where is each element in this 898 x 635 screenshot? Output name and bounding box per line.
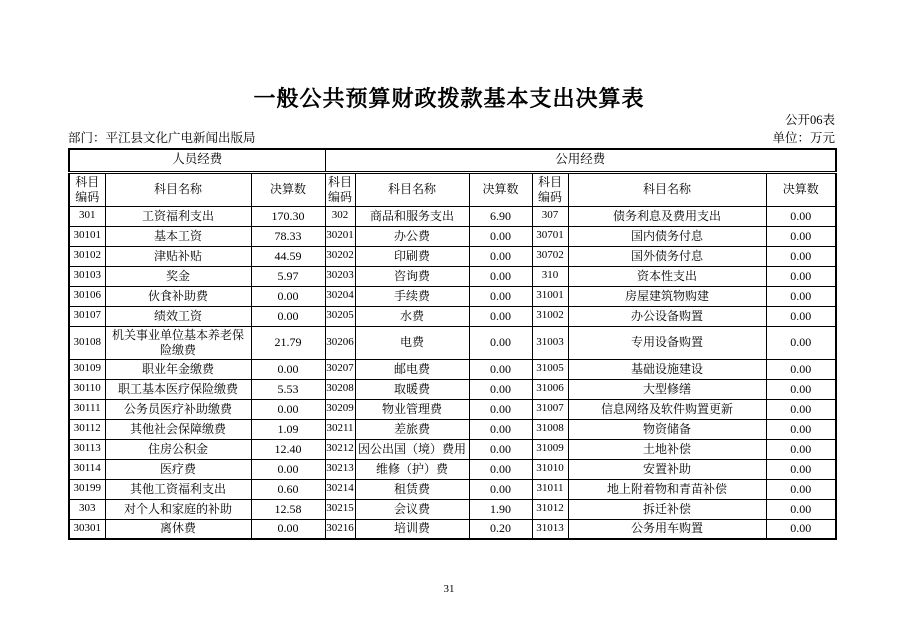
subject-code-cell: 302 (325, 206, 355, 226)
table-row (69, 399, 836, 419)
subject-name-cell: 物资储备 (568, 419, 766, 439)
amount-cell: 0.00 (766, 519, 836, 539)
subject-name-cell: 手续费 (355, 286, 469, 306)
subject-code-cell: 30201 (325, 226, 355, 246)
amount-cell: 0.00 (766, 379, 836, 399)
amount-cell: 170.30 (251, 206, 325, 226)
subject-code-cell: 30214 (325, 479, 355, 499)
subject-name-cell: 资本性支出 (568, 266, 766, 286)
amount-cell: 0.00 (766, 439, 836, 459)
amount-cell: 0.00 (469, 226, 532, 246)
subject-code-cell: 31007 (532, 399, 568, 419)
subject-name-cell: 土地补偿 (568, 439, 766, 459)
unit-label: 单位：万元 (772, 131, 835, 145)
amount-cell: 0.00 (251, 399, 325, 419)
subject-code-cell: 30112 (69, 419, 105, 439)
amount-cell: 0.00 (766, 399, 836, 419)
page-title: 一般公共预算财政拨款基本支出决算表 (253, 86, 645, 111)
subject-name-cell: 维修（护）费 (355, 459, 469, 479)
amount-cell: 6.90 (469, 206, 532, 226)
amount-cell: 0.00 (469, 326, 532, 359)
subject-name-cell: 机关事业单位基本养老保险缴费 (105, 326, 251, 359)
amount-cell: 0.00 (251, 306, 325, 326)
subject-name-cell: 其他工资福利支出 (105, 479, 251, 499)
subject-code-cell: 30206 (325, 326, 355, 359)
subject-name-cell: 商品和服务支出 (355, 206, 469, 226)
table-row (69, 266, 836, 286)
amount-cell: 0.00 (766, 266, 836, 286)
table-row (69, 519, 836, 539)
subject-code-cell: 30216 (325, 519, 355, 539)
subject-name-cell: 安置补助 (568, 459, 766, 479)
amount-cell: 0.00 (766, 306, 836, 326)
subject-name-cell: 国外债务付息 (568, 246, 766, 266)
subject-name-cell: 取暖费 (355, 379, 469, 399)
amount-cell: 0.00 (469, 439, 532, 459)
subject-code-cell: 31001 (532, 286, 568, 306)
table-row (69, 379, 836, 399)
group-header-personnel-funds: 人员经费 (69, 149, 325, 172)
table-row (69, 419, 836, 439)
subject-code-cell: 30213 (325, 459, 355, 479)
subject-code-cell: 31008 (532, 419, 568, 439)
amount-cell: 0.00 (469, 359, 532, 379)
amount-cell: 21.79 (251, 326, 325, 359)
subject-code-cell: 30203 (325, 266, 355, 286)
subject-code-cell: 30103 (69, 266, 105, 286)
amount-cell: 0.00 (766, 206, 836, 226)
subject-code-cell: 307 (532, 206, 568, 226)
subject-code-cell: 30110 (69, 379, 105, 399)
amount-cell: 5.53 (251, 379, 325, 399)
amount-cell: 0.00 (251, 359, 325, 379)
amount-cell: 0.00 (766, 419, 836, 439)
column-header-subject-name: 科目名称 (355, 172, 469, 206)
subject-name-cell: 奖金 (105, 266, 251, 286)
amount-cell: 0.00 (469, 246, 532, 266)
amount-cell: 0.00 (469, 419, 532, 439)
subject-name-cell: 印刷费 (355, 246, 469, 266)
subject-name-cell: 住房公积金 (105, 439, 251, 459)
subject-code-cell: 301 (69, 206, 105, 226)
subject-code-cell: 310 (532, 266, 568, 286)
subject-code-cell: 31006 (532, 379, 568, 399)
budget-table (68, 148, 837, 540)
amount-cell: 0.00 (469, 306, 532, 326)
subject-name-cell: 信息网络及软件购置更新 (568, 399, 766, 419)
subject-code-cell: 31005 (532, 359, 568, 379)
subject-name-cell: 基础设施建设 (568, 359, 766, 379)
amount-cell: 44.59 (251, 246, 325, 266)
subject-name-cell: 公务用车购置 (568, 519, 766, 539)
form-code: 公开06表 (784, 113, 835, 127)
table-row (69, 246, 836, 266)
amount-cell: 0.00 (469, 459, 532, 479)
subject-code-cell: 30212 (325, 439, 355, 459)
table-row (69, 439, 836, 459)
subject-code-cell: 30702 (532, 246, 568, 266)
subject-name-cell: 职工基本医疗保险缴费 (105, 379, 251, 399)
subject-code-cell: 30107 (69, 306, 105, 326)
subject-name-cell: 咨询费 (355, 266, 469, 286)
subject-name-cell: 公务员医疗补助缴费 (105, 399, 251, 419)
subject-code-cell: 31012 (532, 499, 568, 519)
subject-name-cell: 职业年金缴费 (105, 359, 251, 379)
subject-name-cell: 租赁费 (355, 479, 469, 499)
subject-name-cell: 绩效工资 (105, 306, 251, 326)
page-number: 31 (443, 583, 455, 595)
subject-name-cell: 差旅费 (355, 419, 469, 439)
column-header-subject-code: 科目编码 (532, 172, 568, 206)
subject-name-cell: 电费 (355, 326, 469, 359)
amount-cell: 0.00 (469, 266, 532, 286)
subject-code-cell: 31003 (532, 326, 568, 359)
subject-name-cell: 因公出国（境）费用 (355, 439, 469, 459)
subject-code-cell: 30109 (69, 359, 105, 379)
column-header-row (69, 172, 836, 206)
amount-cell: 0.00 (469, 399, 532, 419)
subject-name-cell: 大型修缮 (568, 379, 766, 399)
amount-cell: 1.90 (469, 499, 532, 519)
table-row (69, 459, 836, 479)
subject-name-cell: 会议费 (355, 499, 469, 519)
subject-name-cell: 工资福利支出 (105, 206, 251, 226)
amount-cell: 0.00 (766, 226, 836, 246)
amount-cell: 0.00 (251, 519, 325, 539)
column-header-subject-name: 科目名称 (105, 172, 251, 206)
subject-code-cell: 30204 (325, 286, 355, 306)
subject-name-cell: 地上附着物和青苗补偿 (568, 479, 766, 499)
subject-name-cell: 基本工资 (105, 226, 251, 246)
subject-code-cell: 30199 (69, 479, 105, 499)
table-row (69, 326, 836, 359)
subject-code-cell: 30111 (69, 399, 105, 419)
column-header-subject-code: 科目编码 (69, 172, 105, 206)
amount-cell: 5.97 (251, 266, 325, 286)
subject-name-cell: 津贴补贴 (105, 246, 251, 266)
amount-cell: 0.00 (766, 246, 836, 266)
subject-name-cell: 拆迁补偿 (568, 499, 766, 519)
table-row (69, 226, 836, 246)
table-row (69, 286, 836, 306)
amount-cell: 1.09 (251, 419, 325, 439)
subject-name-cell: 邮电费 (355, 359, 469, 379)
subject-code-cell: 30106 (69, 286, 105, 306)
amount-cell: 0.00 (469, 479, 532, 499)
table-row (69, 499, 836, 519)
subject-code-cell: 30207 (325, 359, 355, 379)
subject-name-cell: 办公设备购置 (568, 306, 766, 326)
column-header-final-amount: 决算数 (251, 172, 325, 206)
table-body (69, 206, 836, 539)
column-header-final-amount: 决算数 (469, 172, 532, 206)
column-header-subject-name: 科目名称 (568, 172, 766, 206)
group-header-row (69, 149, 836, 172)
subject-code-cell: 30114 (69, 459, 105, 479)
amount-cell: 78.33 (251, 226, 325, 246)
subject-code-cell: 31013 (532, 519, 568, 539)
amount-cell: 0.00 (766, 359, 836, 379)
subject-name-cell: 对个人和家庭的补助 (105, 499, 251, 519)
amount-cell: 12.58 (251, 499, 325, 519)
group-header-public-funds: 公用经费 (325, 149, 836, 172)
table-row (69, 306, 836, 326)
subject-name-cell: 离休费 (105, 519, 251, 539)
subject-name-cell: 物业管理费 (355, 399, 469, 419)
subject-name-cell: 专用设备购置 (568, 326, 766, 359)
amount-cell: 0.20 (469, 519, 532, 539)
amount-cell: 0.00 (766, 459, 836, 479)
subject-code-cell: 30209 (325, 399, 355, 419)
subject-name-cell: 培训费 (355, 519, 469, 539)
subject-code-cell: 30301 (69, 519, 105, 539)
subject-code-cell: 30211 (325, 419, 355, 439)
amount-cell: 0.00 (469, 379, 532, 399)
amount-cell: 0.00 (766, 499, 836, 519)
amount-cell: 0.00 (766, 326, 836, 359)
subject-code-cell: 31010 (532, 459, 568, 479)
amount-cell: 12.40 (251, 439, 325, 459)
subject-code-cell: 30202 (325, 246, 355, 266)
subject-code-cell: 30113 (69, 439, 105, 459)
subject-name-cell: 其他社会保障缴费 (105, 419, 251, 439)
subject-name-cell: 伙食补助费 (105, 286, 251, 306)
subject-code-cell: 31011 (532, 479, 568, 499)
column-header-subject-code: 科目编码 (325, 172, 355, 206)
amount-cell: 0.60 (251, 479, 325, 499)
subject-code-cell: 30205 (325, 306, 355, 326)
subject-code-cell: 30101 (69, 226, 105, 246)
amount-cell: 0.00 (469, 286, 532, 306)
amount-cell: 0.00 (251, 459, 325, 479)
subject-name-cell: 国内债务付息 (568, 226, 766, 246)
table-row (69, 206, 836, 226)
subject-code-cell: 30208 (325, 379, 355, 399)
subject-name-cell: 房屋建筑物购建 (568, 286, 766, 306)
subject-code-cell: 30108 (69, 326, 105, 359)
table-row (69, 479, 836, 499)
subject-name-cell: 办公费 (355, 226, 469, 246)
subject-code-cell: 30701 (532, 226, 568, 246)
subject-name-cell: 医疗费 (105, 459, 251, 479)
amount-cell: 0.00 (766, 479, 836, 499)
subject-code-cell: 31002 (532, 306, 568, 326)
subject-code-cell: 31009 (532, 439, 568, 459)
subject-code-cell: 30215 (325, 499, 355, 519)
table-row (69, 359, 836, 379)
subject-name-cell: 债务利息及费用支出 (568, 206, 766, 226)
amount-cell: 0.00 (251, 286, 325, 306)
meta-line (68, 128, 835, 146)
subject-code-cell: 30102 (69, 246, 105, 266)
column-header-final-amount: 决算数 (766, 172, 836, 206)
subject-code-cell: 303 (69, 499, 105, 519)
subject-name-cell: 水费 (355, 306, 469, 326)
department-label: 部门：平江县文化广电新闻出版局 (68, 131, 256, 145)
amount-cell: 0.00 (766, 286, 836, 306)
